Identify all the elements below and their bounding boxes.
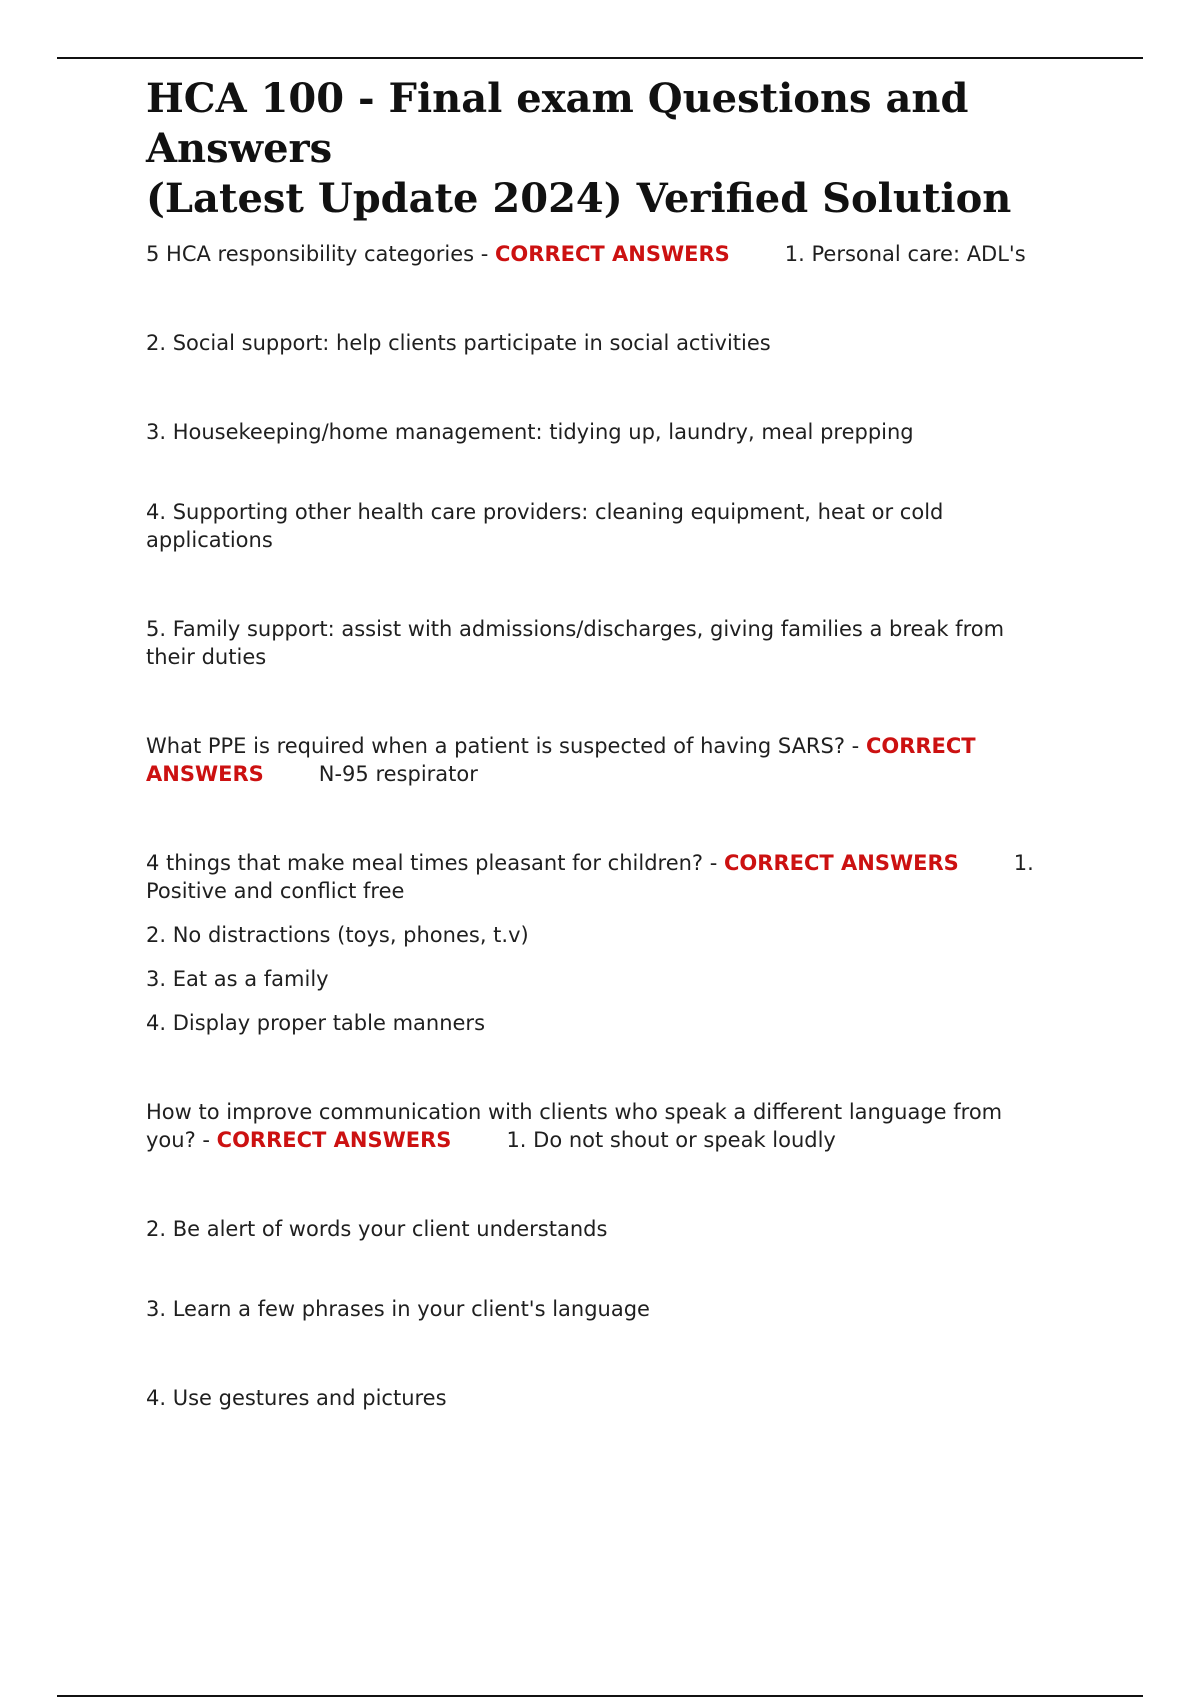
q2-block (146, 732, 1086, 788)
q1-question: 5 HCA responsibility categories - (146, 242, 496, 266)
q1-answer-5a: 5. Family support: assist with admissions/discharges, giving families a break from (146, 617, 1005, 641)
document-title (146, 74, 1086, 224)
q4-answer-2: 2. Be alert of words your client understands (146, 1217, 608, 1241)
q3-answer-1b: Positive and conflict free (146, 879, 405, 903)
q4-answer-1: 1. Do not shout or speak loudly (506, 1128, 836, 1152)
q3-question: 4 things that make meal times pleasant for children? - (146, 851, 725, 875)
q3-answer-1a: 1. (1013, 851, 1034, 875)
q1-answer-1: 1. Personal care: ADL's (784, 242, 1026, 266)
q4-answer-3: 3. Learn a few phrases in your client's language (146, 1297, 650, 1321)
q1-answer-5b: their duties (146, 645, 267, 669)
q3-answer-marker: CORRECT ANSWERS (724, 851, 959, 875)
q4-answer-marker: CORRECT ANSWERS (216, 1128, 452, 1152)
q3-answer-3: 3. Eat as a family (146, 967, 329, 991)
q4-answer-4: 4. Use gestures and pictures (146, 1386, 447, 1410)
q2-answer-marker-1: CORRECT (865, 734, 976, 758)
title-line-1: HCA 100 - Final exam Questions and Answers (146, 75, 969, 172)
q1-line (146, 240, 1086, 268)
top-rule (57, 57, 1143, 59)
q3-answer-2: 2. No distractions (toys, phones, t.v) (146, 923, 529, 947)
q2-answer: N-95 respirator (318, 762, 478, 786)
q2-question: What PPE is required when a patient is suspected of having SARS? - (146, 734, 866, 758)
q1-answer-2: 2. Social support: help clients participate in social activities (146, 331, 771, 355)
q1-answer-4b: applications (146, 528, 273, 552)
q1-answer-3: 3. Housekeeping/home management: tidying up, laundry, meal prepping (146, 420, 914, 444)
q1-answer-5 (146, 615, 1086, 671)
q1-answer-4 (146, 498, 1086, 554)
q1-answer-4a: 4. Supporting other health care providers: cleaning equipment, heat or cold (146, 500, 944, 524)
q1-answer-marker: CORRECT ANSWERS (495, 242, 730, 266)
page-content (146, 74, 1086, 1412)
q3-block (146, 849, 1086, 905)
title-line-2: (Latest Update 2024) Verified Solution (146, 175, 1012, 222)
bottom-rule (57, 1695, 1143, 1697)
q2-answer-marker-2: ANSWERS (146, 762, 264, 786)
q3-answer-4: 4. Display proper table manners (146, 1011, 486, 1035)
q4-block (146, 1098, 1086, 1154)
q4-question-b: you? - (146, 1128, 217, 1152)
q4-question-a: How to improve communication with clients who speak a different language from (146, 1100, 1003, 1124)
